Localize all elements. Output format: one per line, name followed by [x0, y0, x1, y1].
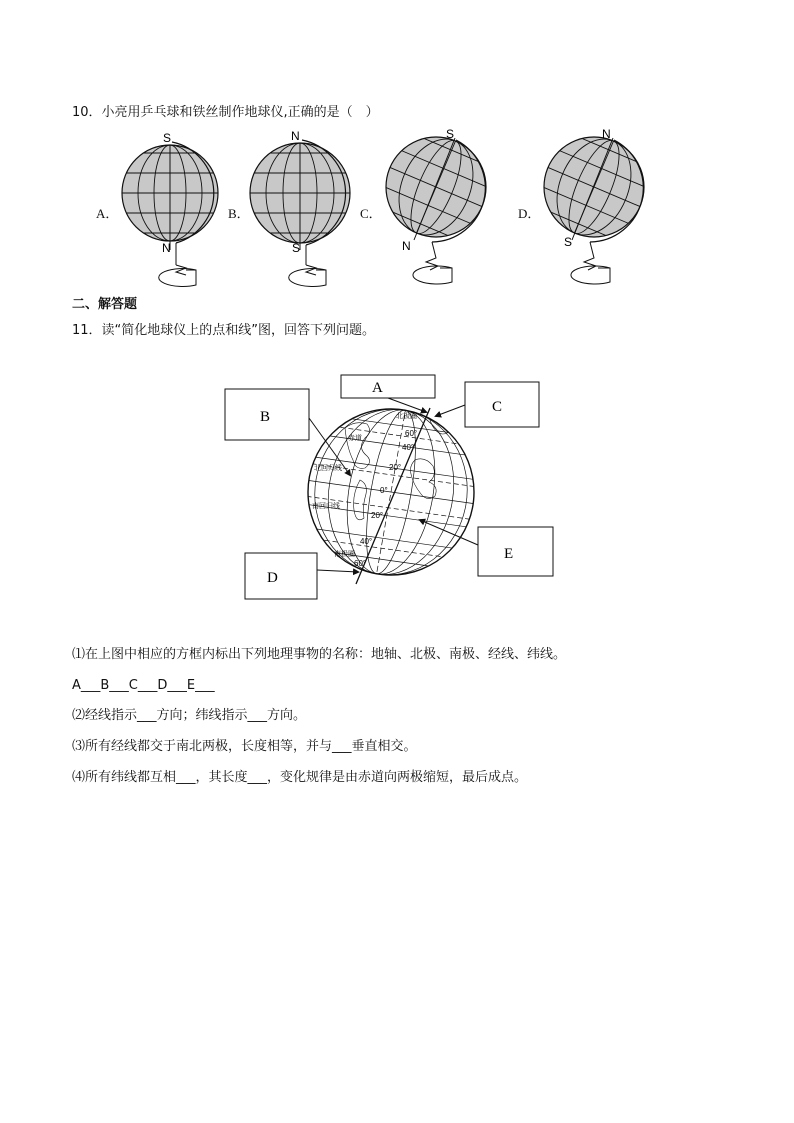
label-box-e: [478, 527, 553, 576]
antarctic-circle-label: 南极圈: [334, 550, 355, 558]
pole-label-c-bottom: N: [402, 239, 411, 253]
pole-label-c-top: S: [446, 127, 455, 141]
lat-label-0: 0°: [380, 486, 388, 495]
lat-label-20s: 20°: [371, 511, 384, 520]
arctic-circle-label: 北极圈: [396, 412, 417, 420]
pole-label-a-top: S: [163, 131, 172, 145]
q11-sub1: ⑴在上图中相应的方框内标出下列地理事物的名称：地轴、北极、南极、经线、纬线。: [72, 647, 567, 662]
label-box-b-text: B: [260, 409, 271, 425]
label-box-c-text: C: [492, 399, 503, 415]
q11-stem: 11．读“简化地球仪上的点和线”图，回答下列问题。: [72, 323, 376, 338]
label-box-a: [341, 375, 435, 398]
pole-label-b-bottom: S: [292, 241, 301, 255]
option-c-letter: C．: [360, 206, 382, 221]
option-d-letter: D．: [518, 206, 541, 221]
label-box-d: [245, 553, 317, 599]
pole-label-d-bottom: S: [564, 235, 573, 249]
pole-label-d-top: N: [602, 127, 611, 141]
pole-label-b-top: N: [291, 129, 300, 143]
q11-sub3: ⑶所有经线都交于南北两极，长度相等，并与___垂直相交。: [72, 739, 417, 754]
lat-label-40s: 40°: [360, 537, 373, 546]
q11-sub1-answer: A___B___C___D___E___: [72, 678, 215, 693]
pointer-d: [317, 570, 358, 572]
option-a-letter: A．: [96, 206, 119, 221]
label-box-e-text: E: [504, 546, 514, 562]
option-b-letter: B．: [228, 206, 250, 221]
q10-stem: 10．小亮用乒乓球和铁丝制作地球仪,正确的是（ ）: [72, 105, 379, 120]
section-heading: 二、解答题: [72, 297, 138, 312]
label-box-d-text: D: [267, 570, 278, 586]
lat-label-60s: 60°: [354, 559, 367, 568]
q11-sub4: ⑷所有纬线都互相___，其长度___，变化规律是由赤道向两极缩短，最后成点。: [72, 770, 528, 785]
label-box-a-text: A: [372, 380, 383, 396]
lat-label-20n: 20°: [389, 463, 402, 472]
lat-label-40n: 40°: [402, 443, 415, 452]
equator-label: 赤道: [348, 434, 362, 442]
pole-label-a-bottom: N: [162, 241, 171, 255]
q11-sub2: ⑵经线指示___方向；纬线指示___方向。: [72, 708, 307, 723]
pointer-c: [436, 405, 465, 416]
lat-label-60n: 60°: [405, 429, 418, 438]
tropic-north-label: 北回归线: [314, 464, 342, 472]
tropic-south-label: 南回归线: [312, 502, 340, 510]
